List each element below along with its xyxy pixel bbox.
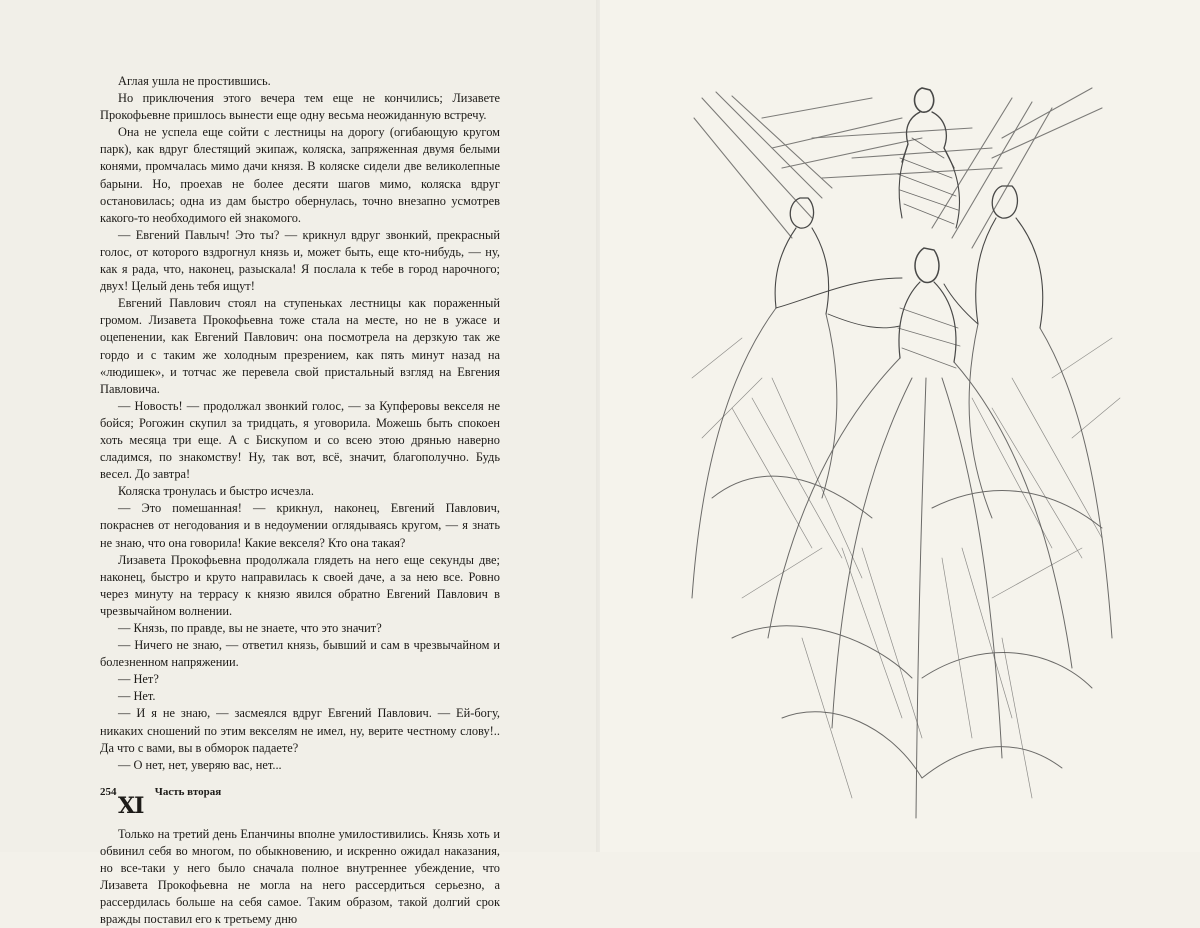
left-page xyxy=(0,0,600,927)
paragraph: — Князь, по правде, вы не знаете, что это значит? xyxy=(118,621,382,635)
paragraph: Коляска тронулась и быстро исчезла. xyxy=(118,484,315,499)
paragraph: Она не успела еще сойти с лестницы на дорогу (огибающую кругом парк), как вдруг блестящий экипаж, коляска, запряженная двумя белыми конями, промчалась мимо дачи князя. В коляске сидели две великолепные барыни. Но, проехав не более десяти шагов мимо, коляска вдруг остановилась; одна из дам быстро обернулась, точно внезапно усмотрев какого-то необходимого ей знакомого. xyxy=(100,125,500,225)
chapter-paragraph: Только на третий день Епанчины вполне умилостивились. Князь хоть и обвинил себя во многом, по обыкновению, и искренно ожидал наказания, но все-таки у него было сначала полное внутреннее убеждение, что Лизавета Прокофьевна не могла на него рассердиться серьезно, а рассердилась больше на себя самое. Таким образом, такой долгий срок вражды поставил его к третьему дню xyxy=(100,826,500,927)
paragraph: — Ничего не знаю, — ответил князь, бывший и сам в чрезвычайном и болезненном напряжении. xyxy=(100,638,500,670)
paragraph: Лизавета Прокофьевна продолжала глядеть на него еще секунды две; наконец, быстро и круто направилась к своей даче, а за нею все. Ровно через минуту на террасу к князю явился обратно Евгений Павлович в чрезвычайном волнении. xyxy=(100,552,500,618)
paragraph: — Нет? xyxy=(118,672,159,687)
page-number: 254 xyxy=(100,786,117,798)
text-block xyxy=(100,73,500,928)
pencil-sketch-illustration xyxy=(672,78,1124,844)
paragraph: — Нет. xyxy=(118,689,156,704)
page-footer xyxy=(100,786,500,798)
paragraph: — Евгений Павлыч! Это ты? — крикнул вдруг звонкий, прекрасный голос, от которого вздрогнул князь и, может быть, еще кто-нибудь, — ну, как я рада, что, наконец, разыскала! Я послала к тебе в город нарочного; двух! Целый день тебя ищут! xyxy=(100,227,500,294)
paragraph: — О нет, нет, уверяю вас, нет... xyxy=(118,757,282,772)
paragraph: Аглая ушла не простившись. xyxy=(118,74,271,88)
paragraph: Евгений Павлович стоял на ступеньках лестницы как пораженный громом. Лизавета Прокофьевна тоже стала на месте, но не в ужасе и оцепенении, как Евгений Павлович: она посмотрела на дерзкую так же гордо и с таким же холодным презрением, как пять минут назад на «людишек», и тотчас же перевела свой пристальный взгляд на Евгения Павловича. xyxy=(100,296,500,396)
paragraph: — Новость! — продолжал звонкий голос, — за Купферовы векселя не бойся; Рогожин скупил за тридцать, я уговорила. Можешь быть спокоен хоть месяца три еще. А с Бискупом и со всею этою дрянью наверно сладимся, по знакомству! Ну, так вот, всё, значит, благополучно. Будь весел. До завтра! xyxy=(100,398,500,482)
paragraph: — И я не знаю, — засмеялся вдруг Евгений Павлович. — Ей-богу, никаких сношений по этим векселям не имел, ну, верите честному слову!.. Да что с вами, вы в обморок падаете? xyxy=(100,706,500,755)
paragraph: Но приключения этого вечера тем еще не кончились; Лизавете Прокофьевне пришлось вынести еще одну весьма неожиданную встречу. xyxy=(100,91,500,123)
running-footer: Часть вторая xyxy=(154,786,222,798)
chapter-number: XI xyxy=(118,792,144,819)
paragraph: — Это помешанная! — крикнул, наконец, Евгений Павлович, покраснев от негодования и в недоумении оглядываясь кругом, — я знать не знаю, что она говорила! Какие векселя? Кто она такая? xyxy=(100,501,500,550)
